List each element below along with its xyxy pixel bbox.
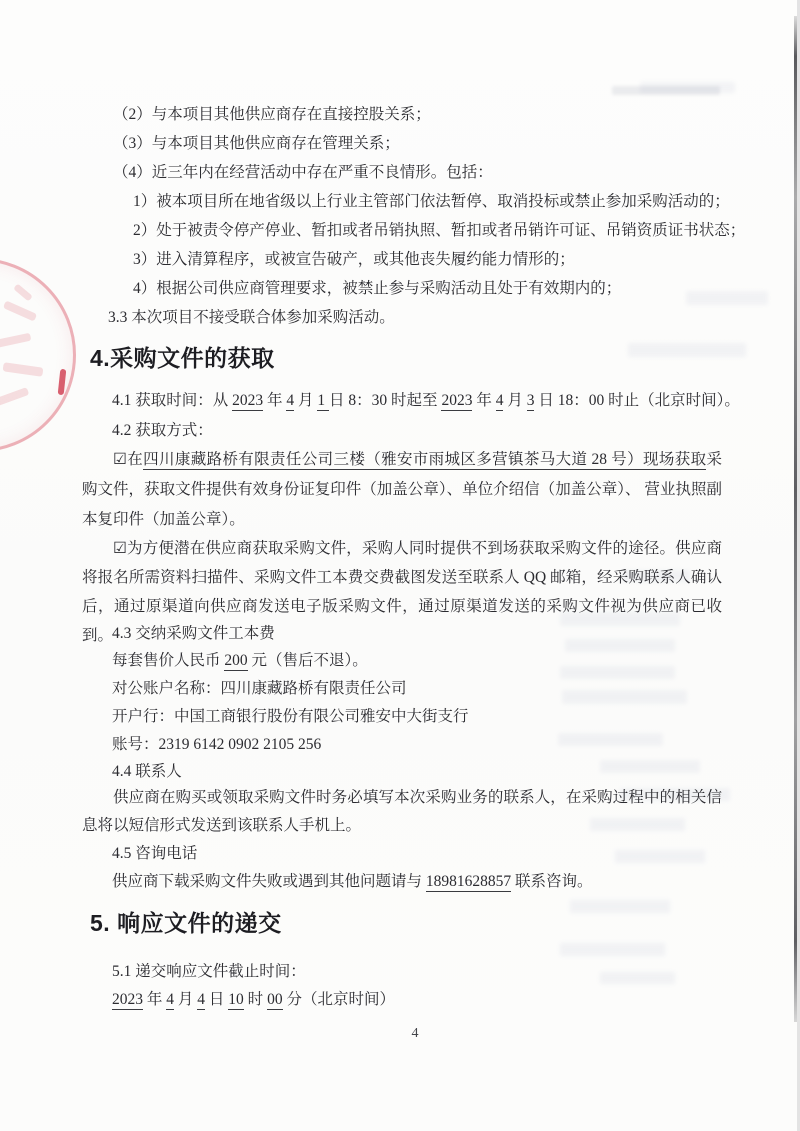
para-phone [112, 871, 593, 893]
underlined-text: 2023 [112, 991, 143, 1008]
clause-item: 3）进入清算程序，或被宣告破产，或其他丧失履约能力情形的； [133, 251, 575, 268]
line-submit-deadline-time [112, 989, 395, 1011]
bleed-through-artifact [560, 666, 675, 679]
text-run: 采购文件，获取文件提供有效身份证复印件（加盖公章）、单位介绍信（加盖公章）、 营业执照副本复印件（加盖公章）。 [82, 451, 722, 528]
text-run: 日 [205, 991, 229, 1008]
text-run: 年 [143, 991, 167, 1008]
underlined-text: 2023 [441, 392, 473, 409]
bleed-through-artifact [558, 733, 663, 746]
text-run: 年 [472, 392, 496, 409]
fee-account-name: 对公账户名称：四川康藏路桥有限责任公司 [112, 680, 407, 697]
section-5-heading: 5. 响应文件的递交 [90, 910, 282, 936]
stamp-mark [58, 369, 67, 395]
red-seal-stamp [0, 258, 76, 452]
bleed-through-artifact [600, 760, 700, 773]
underlined-text: 4 [495, 392, 504, 409]
line-phone-heading: 4.5 咨询电话 [112, 845, 198, 862]
underlined-text: 18981628857 [425, 873, 512, 890]
stamp-mark [13, 283, 33, 301]
clause-item: （2）与本项目其他供应商存在直接控股关系； [113, 106, 431, 123]
line-contact-heading: 4.4 联系人 [112, 763, 182, 780]
clause-item: 4）根据公司供应商管理要求，被禁止参与采购活动且处于有效期内的； [133, 280, 622, 297]
underlined-text: 10 [228, 991, 244, 1008]
clause-list [82, 100, 746, 332]
bleed-through-artifact [640, 82, 735, 93]
underlined-text: 200 [224, 652, 248, 669]
text-run: 联系咨询。 [511, 873, 593, 890]
text-run: 时 [243, 991, 268, 1008]
underlined-text: 4 [286, 392, 295, 409]
bleed-through-artifact [562, 690, 687, 704]
bleed-through-artifact [615, 850, 705, 863]
text-run: 月 [294, 392, 318, 409]
underlined-text: 3 [526, 392, 535, 409]
underlined-text: 2023 [232, 392, 264, 409]
clause-item: 2）处于被责令停产停业、暂扣或者吊销执照、暂扣或者吊销许可证、吊销资质证书状态； [133, 222, 746, 239]
para-remote-pickup: ☑为方便潜在供应商获取采购文件，采购人同时提供不到场获取采购文件的途径。供应商将报名所需资料扫描件、采购文件工本费交费截图发送至联系人 QQ 邮箱，经采购联系人确认后，通过原渠道向供应商发送电子版采购文件，通过原渠道发送的采购文件视为供应商已收到。 [82, 540, 722, 644]
text-run: 供应商下载采购文件失败或遇到其他问题请与 [112, 873, 426, 890]
text-run: 日 8：30 时起至 [329, 392, 442, 409]
line-fee-heading: 4.3 交纳采购文件工本费 [112, 625, 275, 642]
underlined-text: 00 [267, 991, 283, 1008]
clause-item: （3）与本项目其他供应商存在管理关系； [113, 135, 400, 152]
text-run: 日 18：00 时止（北京时间）。 [534, 392, 740, 409]
underlined-text: 四川康藏路桥有限责任公司三楼（雅安市雨城区多营镇茶马大道 28 号）现场获取 [143, 451, 707, 468]
line-obtain-time [112, 390, 740, 412]
page-number: 4 [411, 1026, 419, 1041]
fee-price [112, 650, 368, 672]
para-contact: 供应商在购买或领取采购文件时务必填写本次采购业务的联系人，在采购过程中的相关信息将以短信形式发送到该联系人手机上。 [82, 789, 722, 834]
bleed-through-artifact [560, 943, 665, 956]
text-run: 分（北京时间） [282, 991, 395, 1008]
line-submit-deadline-label: 5.1 递交响应文件截止时间： [112, 963, 306, 980]
text-run: 元（售后不退）。 [247, 652, 368, 669]
clause-item: （4）近三年内在经营活动中存在严重不良情形。包括： [113, 164, 493, 181]
underlined-text: 4 [166, 991, 175, 1008]
stamp-mark [0, 387, 29, 407]
bleed-through-artifact [600, 972, 675, 984]
section-4-heading: 4.采购文件的获取 [90, 345, 275, 371]
text-run: ☑在 [113, 451, 144, 468]
fee-account-number: 账号：2319 6142 0902 2105 256 [112, 736, 322, 753]
text-run: 4.1 获取时间：从 [112, 392, 233, 409]
underlined-text: 4 [197, 991, 206, 1008]
stamp-mark [3, 362, 44, 376]
line-obtain-method: 4.2 获取方式： [112, 422, 213, 439]
bleed-through-artifact [570, 900, 670, 913]
clause-item: 1）被本项目所在地省级以上行业主管部门依法暂停、取消投标或禁止参加采购活动的； [133, 193, 730, 210]
para-onsite-pickup [82, 445, 722, 535]
bleed-through-artifact [628, 343, 746, 357]
text-run: 年 [263, 392, 287, 409]
text-run: 月 [503, 392, 527, 409]
fee-bank: 开户行：中国工商银行股份有限公司雅安中大街支行 [112, 708, 469, 725]
clause-item: 3.3 本次项目不接受联合体参加采购活动。 [108, 309, 395, 326]
scan-edge-artifact [794, 16, 797, 1022]
stamp-mark [0, 333, 31, 350]
stamp-mark [3, 300, 37, 321]
underlined-text: 1 [317, 392, 330, 409]
text-run: 每套售价人民币 [112, 652, 225, 669]
text-run: 月 [174, 991, 198, 1008]
